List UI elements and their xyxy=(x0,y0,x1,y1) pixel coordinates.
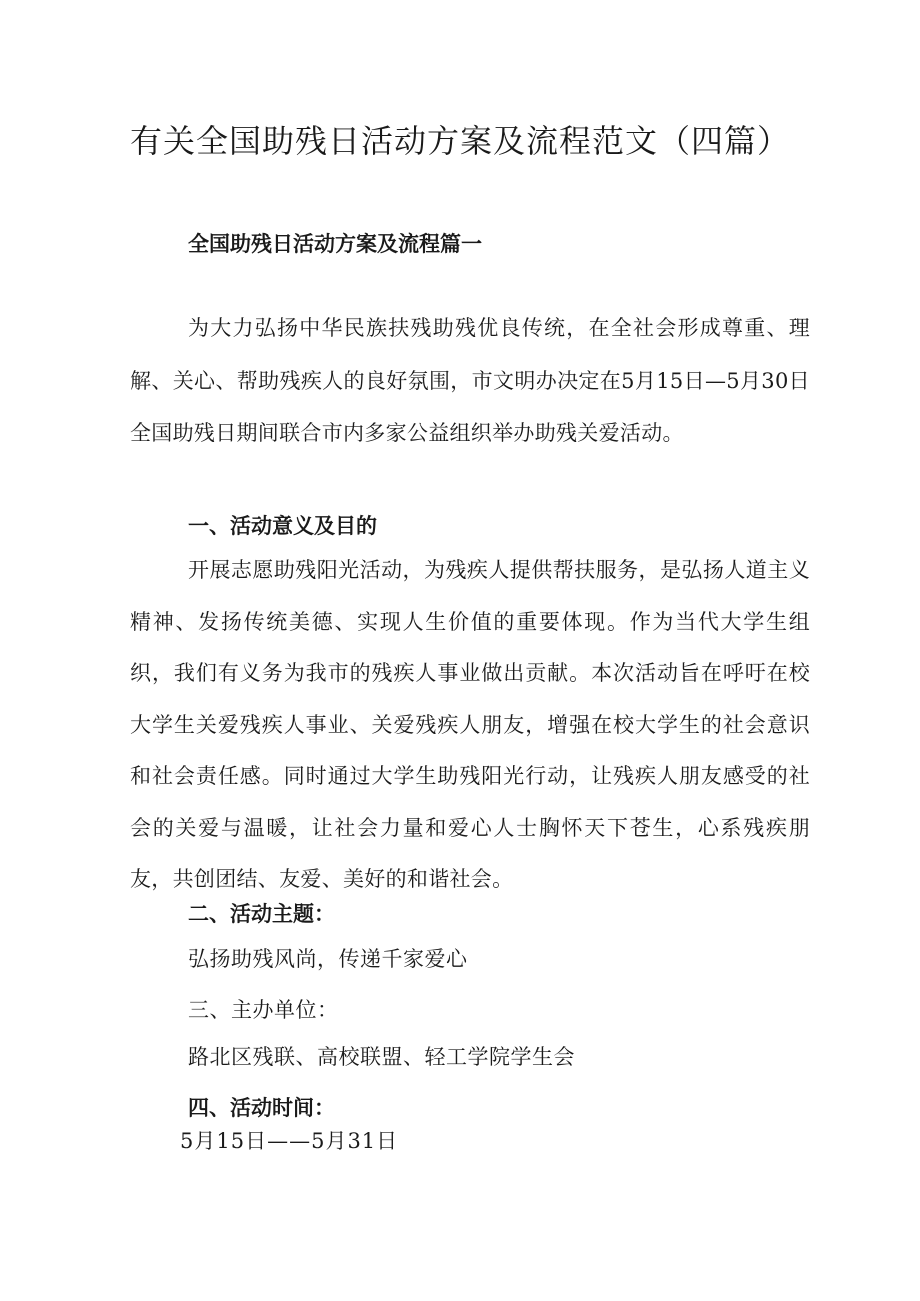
section-4-text: 5月15日——5月31日 xyxy=(180,1129,399,1153)
intro-paragraph: 为大力弘扬中华民族扶残助残优良传统，在全社会形成尊重、理解、关心、帮助残疾人的良好氛围，市文明办决定在5月15日—5月30日全国助残日期间联合市内多家公益组织举办助残关爱活动。 xyxy=(130,316,810,445)
section-4-heading: 四、活动时间： xyxy=(188,1096,335,1120)
section-2-text: 弘扬助残风尚，传递千家爱心 xyxy=(188,947,468,971)
section-3-text: 路北区残联、高校联盟、轻工学院学生会 xyxy=(188,1045,575,1069)
section-3-heading: 三、主办单位： xyxy=(188,998,339,1022)
document-subtitle: 全国助残日活动方案及流程篇一 xyxy=(188,232,482,256)
section-1-heading: 一、活动意义及目的 xyxy=(188,514,377,538)
section-2-heading: 二、活动主题： xyxy=(188,902,335,926)
document-title: 有关全国助残日活动方案及流程范文（四篇） xyxy=(130,122,791,160)
section-1-paragraph: 开展志愿助残阳光活动，为残疾人提供帮扶服务，是弘扬人道主义精神、发扬传统美德、实现人生价值的重要体现。作为当代大学生组织，我们有义务为我市的残疾人事业做出贡献。本次活动旨在呼吁在校大学生关爱残疾人事业、关爱残疾人朋友，增强在校大学生的社会意识和社会责任感。同时通过大学生助残阳光行动，让残疾人朋友感受的社会的关爱与温暖，让社会力量和爱心人士胸怀天下苍生，心系残疾朋友，共创团结、友爱、美好的和谐社会。 xyxy=(130,558,810,891)
